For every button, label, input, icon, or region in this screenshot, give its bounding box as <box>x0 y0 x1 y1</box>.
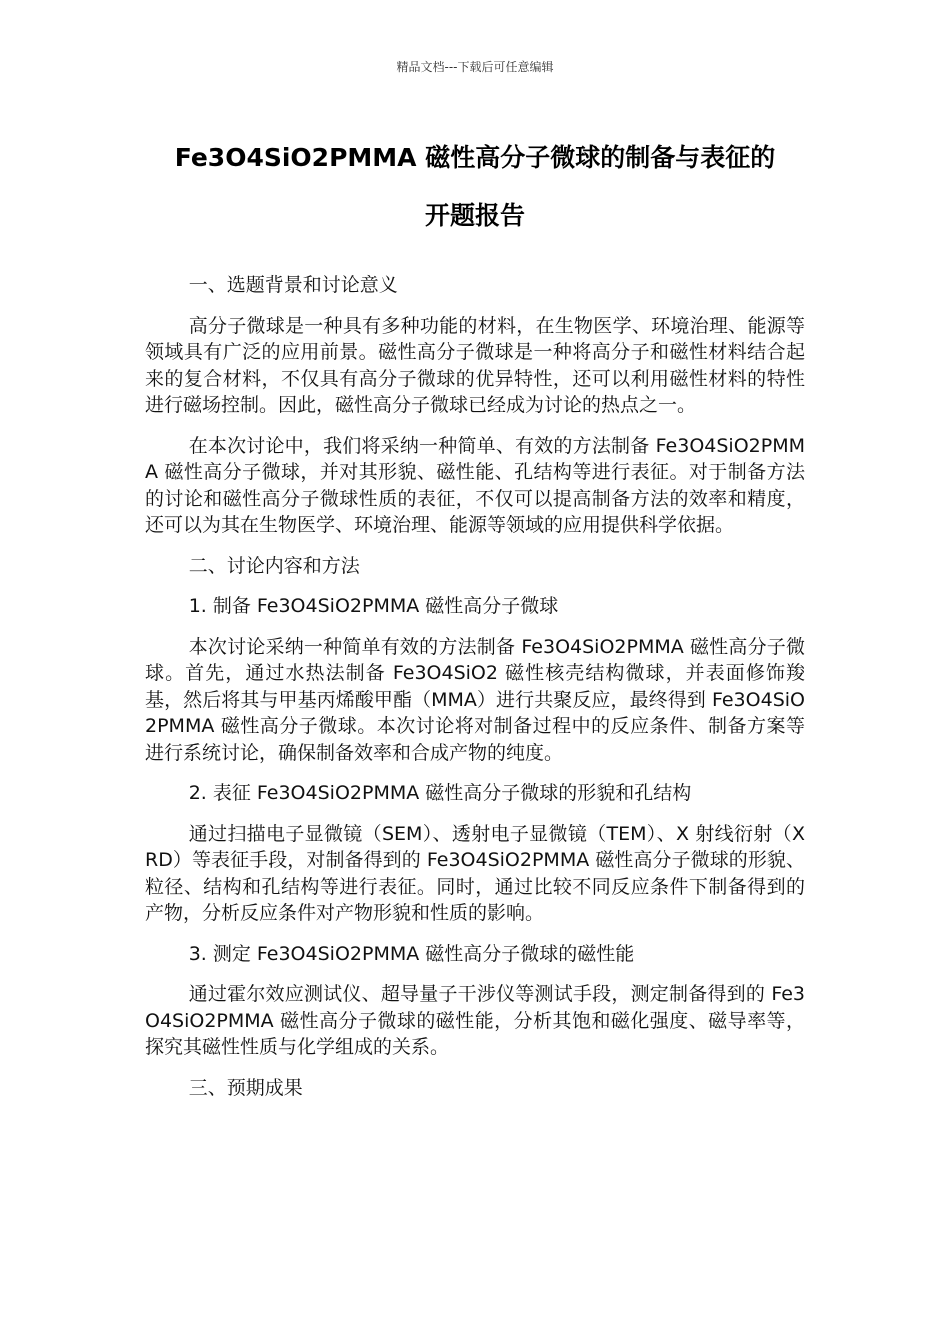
paragraph-preparation: 本次讨论采纳一种简单有效的方法制备 Fe3O4SiO2PMMA 磁性高分子微球。首先，通过水热法制备 Fe3O4SiO2 磁性核壳结构微球，并表面修饰羧基，然后将其与甲基丙烯酸甲酯（MMA）进行共聚反应，最终得到 Fe3O4SiO2PMMA 磁性高分子微球。本次讨论将对制备过程中的反应条件、制备方案等进行系统讨论，确保制备效率和合成产物的纯度。 <box>145 635 805 764</box>
section-heading-background: 一、选题背景和讨论意义 <box>188 274 398 296</box>
page-title-line1: Fe3O4SiO2PMMA 磁性高分子微球的制备与表征的 <box>174 143 776 172</box>
page-title-line2: 开题报告 <box>424 201 525 230</box>
paragraph-background-2: 在本次讨论中，我们将采纳一种简单、有效的方法制备 Fe3O4SiO2PMMA 磁性高分子微球，并对其形貌、磁性能、孔结构等进行表征。对于制备方法的讨论和磁性高分子微球性质的表征，不仅可以提高制备方法的效率和精度，还可以为其在生物医学、环境治理、能源等领域的应用提供科学依据。 <box>145 434 805 536</box>
section-heading-expected-results: 三、预期成果 <box>188 1076 303 1099</box>
document-body <box>145 272 805 1115</box>
subheading-characterization: 2. 表征 Fe3O4SiO2PMMA 磁性高分子微球的形貌和孔结构 <box>188 782 692 804</box>
subheading-preparation: 1. 制备 Fe3O4SiO2PMMA 磁性高分子微球 <box>188 595 559 617</box>
section-heading-content-methods: 二、讨论内容和方法 <box>188 554 360 577</box>
paragraph-magnetic-measurement: 通过霍尔效应测试仪、超导量子干涉仪等测试手段，测定制备得到的 Fe3O4SiO2PMMA 磁性高分子微球的磁性能，分析其饱和磁化强度、磁导率等，探究其磁性性质与化学组成的关系。 <box>145 983 805 1058</box>
paragraph-characterization: 通过扫描电子显微镜（SEM）、透射电子显微镜（TEM）、X 射线衍射（XRD）等表征手段，对制备得到的 Fe3O4SiO2PMMA 磁性高分子微球的形貌、粒径、结构和孔结构等进行表征。同时，通过比较不同反应条件下制备得到的产物，分析反应条件对产物形貌和性质的影响。 <box>145 822 805 924</box>
subheading-magnetic-measurement: 3. 测定 Fe3O4SiO2PMMA 磁性高分子微球的磁性能 <box>188 942 635 965</box>
paragraph-background-1: 高分子微球是一种具有多种功能的材料，在生物医学、环境治理、能源等领域具有广泛的应用前景。磁性高分子微球是一种将高分子和磁性材料结合起来的复合材料，不仅具有高分子微球的优异特性，还可以利用磁性材料的特性进行磁场控制。因此，磁性高分子微球已经成为讨论的热点之一。 <box>145 314 805 416</box>
header-note: 精品文档---下载后可任意编辑 <box>396 60 554 74</box>
